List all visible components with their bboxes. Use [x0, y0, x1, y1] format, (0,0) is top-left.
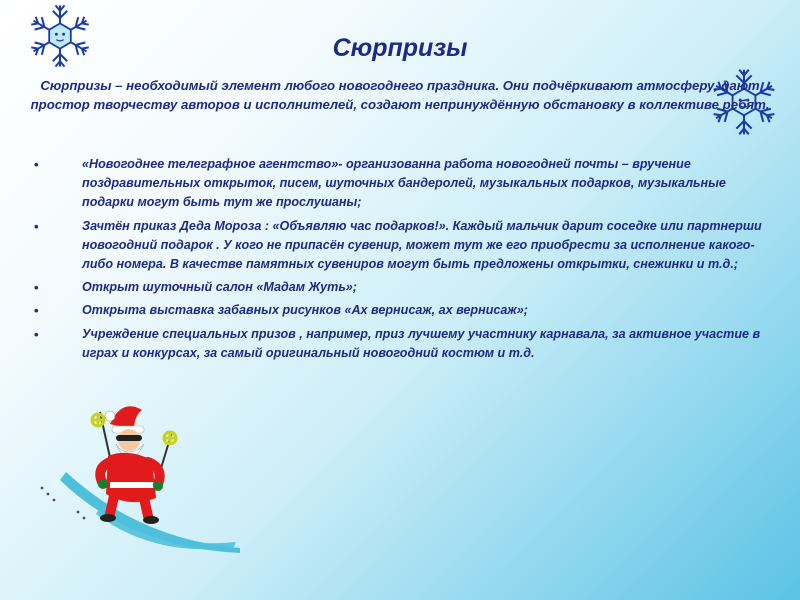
- list-item-text: «Новогоднее телеграфное агентство»- организованна работа новогодней почты – вручение поздравительных открыток, писем, шуточных бандеролей, музыкальных подарков, музыкальные подарки могут быть тут же прослушаны;: [82, 157, 726, 210]
- santa-skiing-icon: [30, 390, 250, 560]
- bullet-marker: •: [34, 218, 39, 234]
- bullet-list: [34, 155, 774, 367]
- bullet-marker: •: [34, 157, 39, 172]
- list-item: [34, 217, 774, 275]
- list-item: [34, 325, 774, 363]
- list-item: [34, 155, 774, 213]
- page-title: Сюрпризы: [332, 34, 468, 62]
- list-item-text: Открыт шуточный салон «Мадам Жуть»;: [82, 280, 357, 295]
- bullet-marker: •: [34, 280, 39, 296]
- list-item: [34, 278, 774, 297]
- list-item: [34, 301, 774, 320]
- list-item-text: Учреждение специальных призов , например, приз лучшему участнику карнавала, за активное участие в играх и конкурсах, за самый оригинальный новогодний костюм и т.д.: [82, 326, 761, 360]
- bullet-marker: •: [34, 303, 39, 319]
- list-item-text: Открыта выставка забавных рисунков «Ах вернисаж, ах вернисаж»;: [82, 303, 528, 318]
- list-item-text: Зачтён приказ Деда Мороза : «Объявляю час подарков!». Каждый мальчик дарит соседке или партнерши новогодний подарок . У кого не припасён сувенир, может тут же его приобрести за исполнение какого- либо номера. В качестве памятных сувениров могут быть предложены открытки, снежинки и т.д.;: [82, 218, 762, 272]
- intro-paragraph: Сюрпризы – необходимый элемент любого новогоднего праздника. Они подчёркивают атмосферу, дают простор творчеству авторов и исполнителей, создают непринуждённую обстановку в коллективе ребят.: [30, 78, 770, 112]
- bullet-marker: •: [34, 326, 39, 342]
